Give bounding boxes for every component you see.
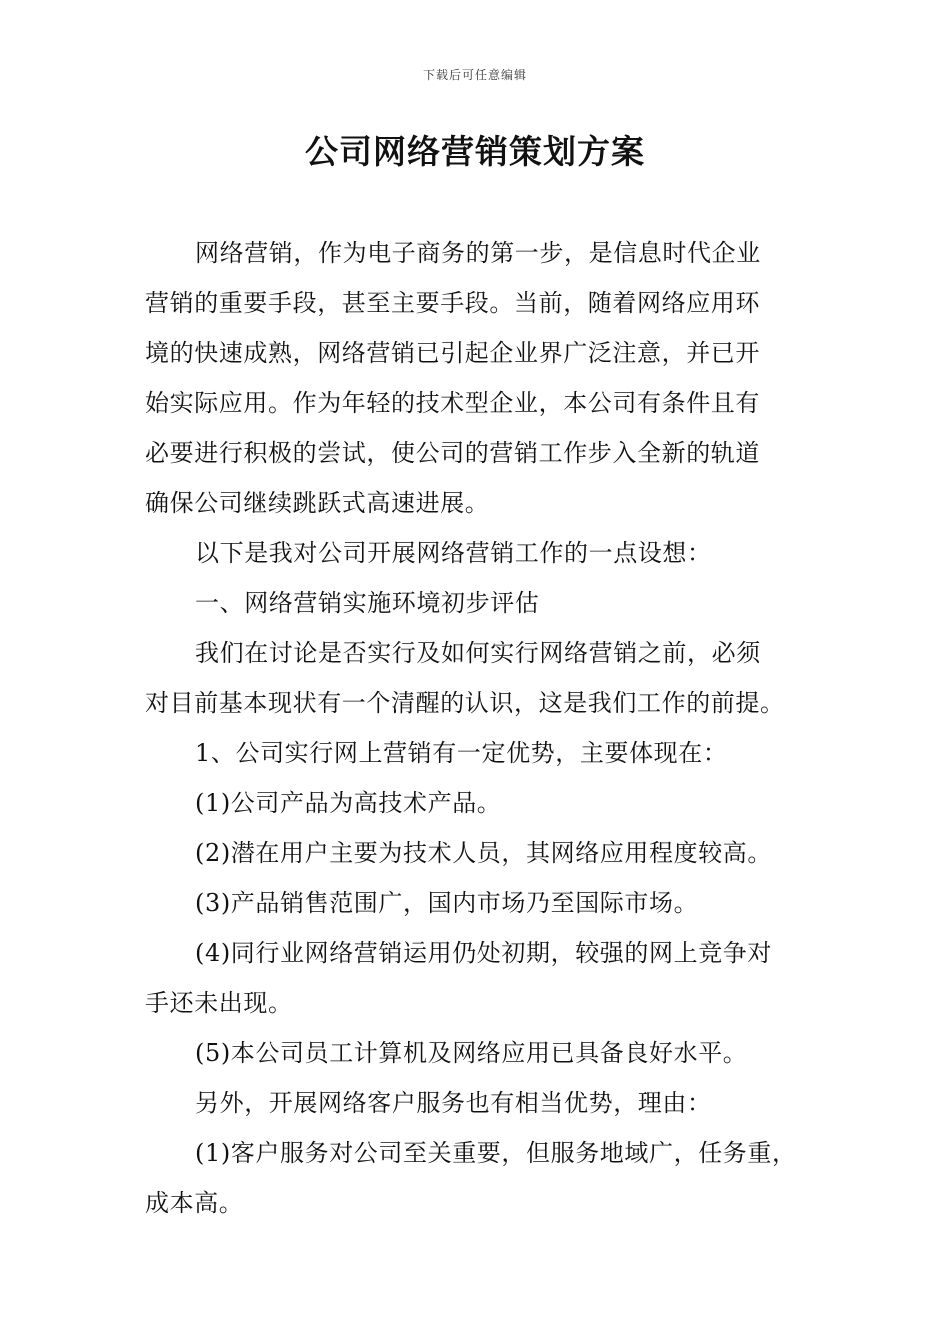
paragraph-line: (2)潜在用户主要为技术人员，其网络应用程度较高。 (195, 839, 772, 867)
paragraph-line: 手还未出现。 (145, 989, 293, 1017)
paragraph-line: 1、公司实行网上营销有一定优势，主要体现在： (195, 739, 728, 767)
paragraph-line: 成本高。 (145, 1189, 244, 1217)
paragraph-line: (1)公司产品为高技术产品。 (195, 789, 502, 817)
paragraph-line: (1)客户服务对公司至关重要，但服务地域广，任务重， (195, 1139, 797, 1167)
header-note: 下载后可任意编辑 (422, 68, 527, 82)
paragraph-line: 确保公司继续跳跃式高速进展。 (145, 489, 490, 517)
paragraph-line: (5)本公司员工计算机及网络应用已具备良好水平。 (195, 1039, 748, 1067)
paragraph-line: 以下是我对公司开展网络营销工作的一点设想： (195, 539, 712, 567)
paragraph-line: 网络营销，作为电子商务的第一步，是信息时代企业 (195, 239, 761, 267)
paragraph-line: 我们在讨论是否实行及如何实行网络营销之前，必须 (195, 639, 761, 667)
document-title: 公司网络营销策划方案 (305, 132, 645, 171)
paragraph-line: (3)产品销售范围广，国内市场乃至国际市场。 (195, 889, 699, 917)
paragraph-line: 必要进行积极的尝试，使公司的营销工作步入全新的轨道 (145, 439, 760, 467)
paragraph-line: 始实际应用。作为年轻的技术型企业，本公司有条件且有 (145, 389, 760, 417)
paragraph-line: 营销的重要手段，甚至主要手段。当前，随着网络应用环 (145, 289, 760, 317)
paragraph-line: 对目前基本现状有一个清醒的认识，这是我们工作的前提。 (145, 689, 785, 717)
paragraph-line: 另外，开展网络客户服务也有相当优势，理由： (195, 1089, 712, 1117)
paragraph-line: 一、网络营销实施环境初步评估 (195, 589, 540, 617)
paragraph-line: (4)同行业网络营销运用仍处初期，较强的网上竞争对 (195, 939, 772, 967)
document-body (145, 228, 810, 1228)
paragraph-line: 境的快速成熟，网络营销已引起企业界广泛注意，并已开 (145, 339, 760, 367)
